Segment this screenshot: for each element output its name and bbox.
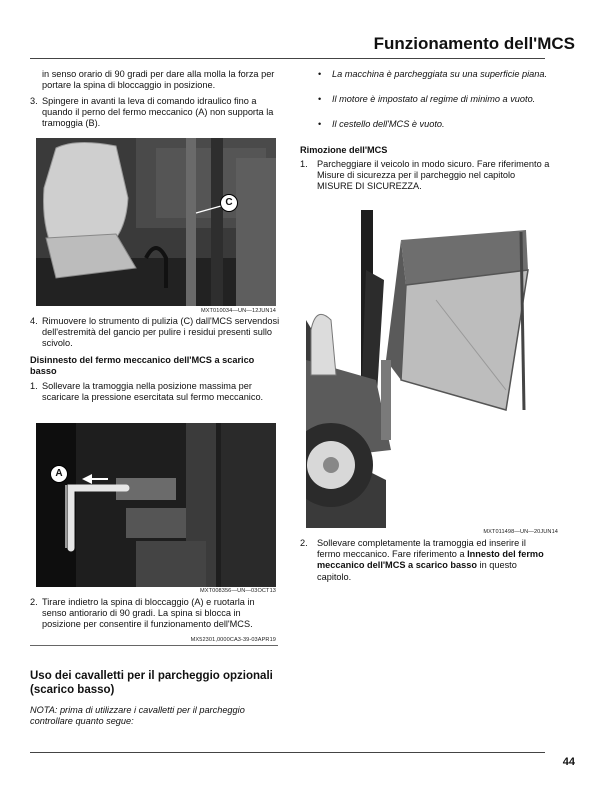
bullet-icon: • [318, 69, 322, 79]
page-title: Funzionamento dell'MCS [373, 34, 575, 53]
section-heading: Uso dei cavalletti per il parcheggio opzionali (scarico basso) [30, 670, 273, 696]
step-text [300, 538, 550, 583]
figure-hopper-raised [306, 210, 558, 528]
section1-step-2 [30, 597, 280, 631]
bullet-text: La macchina è parcheggiata su una superficie piana. [332, 69, 548, 79]
section-heading: Disinnesto del fermo meccanico dell'MCS a scarico basso [30, 355, 255, 377]
step-3 [30, 96, 280, 130]
step-text: Rimuovere lo strumento di pulizia (C) dall'MCS servendosi dell'estremità del gancio per pulire i residui presenti sullo scivolo. [42, 316, 280, 349]
bullet-icon: • [318, 119, 322, 129]
continued-text: in senso orario di 90 gradi per dare alla molla la forza per portare la spina di bloccaggio in posizione. [42, 69, 275, 91]
bullet-icon: • [318, 94, 322, 104]
photo-illustration [36, 138, 276, 306]
step-number: 2. [300, 538, 308, 548]
cross-reference: Innesto del fermo meccanico dell'MCS a scarico basso [317, 549, 544, 571]
figure-caption: MXT008356—UN—03OCT13 [200, 588, 276, 594]
section1-step-1 [30, 381, 280, 403]
step-text: Sollevare la tramoggia nella posizione massima per scaricare la pressione esercitata sul fermo meccanico. [42, 381, 264, 403]
section-heading: Rimozione dell'MCS [300, 145, 388, 155]
photo-illustration [306, 210, 558, 528]
figure-seat-cleaning-tool [36, 138, 276, 306]
step-number: 4. [30, 316, 38, 326]
right-step-1 [300, 159, 550, 193]
page-number: 44 [562, 756, 575, 768]
figure-caption: MXT011498—UN—20JUN14 [483, 529, 558, 535]
photo-illustration [36, 423, 276, 587]
bullet-item [318, 69, 548, 80]
figure-caption: MXT010034—UN—12JUN14 [200, 308, 276, 314]
step-number: 1. [300, 159, 308, 169]
right-step-2 [300, 538, 550, 583]
step-4 [30, 316, 280, 350]
figure-locking-pin [36, 423, 276, 587]
step-number: 3. [30, 96, 38, 106]
callout-c: C [220, 194, 238, 212]
header-rule [30, 58, 545, 59]
bullet-item [318, 94, 548, 105]
step-text: Parcheggiare il veicolo in modo sicuro. Fare riferimento a Misure di sicurezza per il parcheggio nel capitolo MISURE DI SICUREZZA. [317, 159, 550, 192]
step-text: Spingere in avanti la leva di comando idraulico fino a quando il perno del fermo meccanico (A) non supporta la tramoggia (B). [42, 96, 274, 129]
step-text-a: Sollevare completamente la tramoggia ed inserire il fermo meccanico. Fare riferimento a [317, 538, 526, 560]
step-text: Tirare indietro la spina di bloccaggio (A) e ruotarla in senso antiorario di 90 gradi. La spina si blocca in posizione per consentire il funzionamento dell'MCS. [42, 597, 255, 630]
note [30, 705, 280, 727]
step-number: 1. [30, 381, 38, 391]
footer-rule [30, 752, 545, 753]
callout-a: A [50, 465, 68, 483]
step-text-b: in questo capitolo. [317, 560, 517, 582]
section-divider [30, 645, 278, 646]
bullet-text: Il motore è impostato al regime di minimo a vuoto. [332, 94, 536, 104]
bullet-item [318, 119, 548, 130]
note-text: NOTA: prima di utilizzare i cavalletti per il parcheggio controllare quanto segue: [30, 705, 245, 727]
step-number: 2. [30, 597, 38, 607]
bullet-text: Il cestello dell'MCS è vuoto. [332, 119, 445, 129]
reference-code: MX52301,0000CA3-39-03APR19 [190, 637, 276, 643]
